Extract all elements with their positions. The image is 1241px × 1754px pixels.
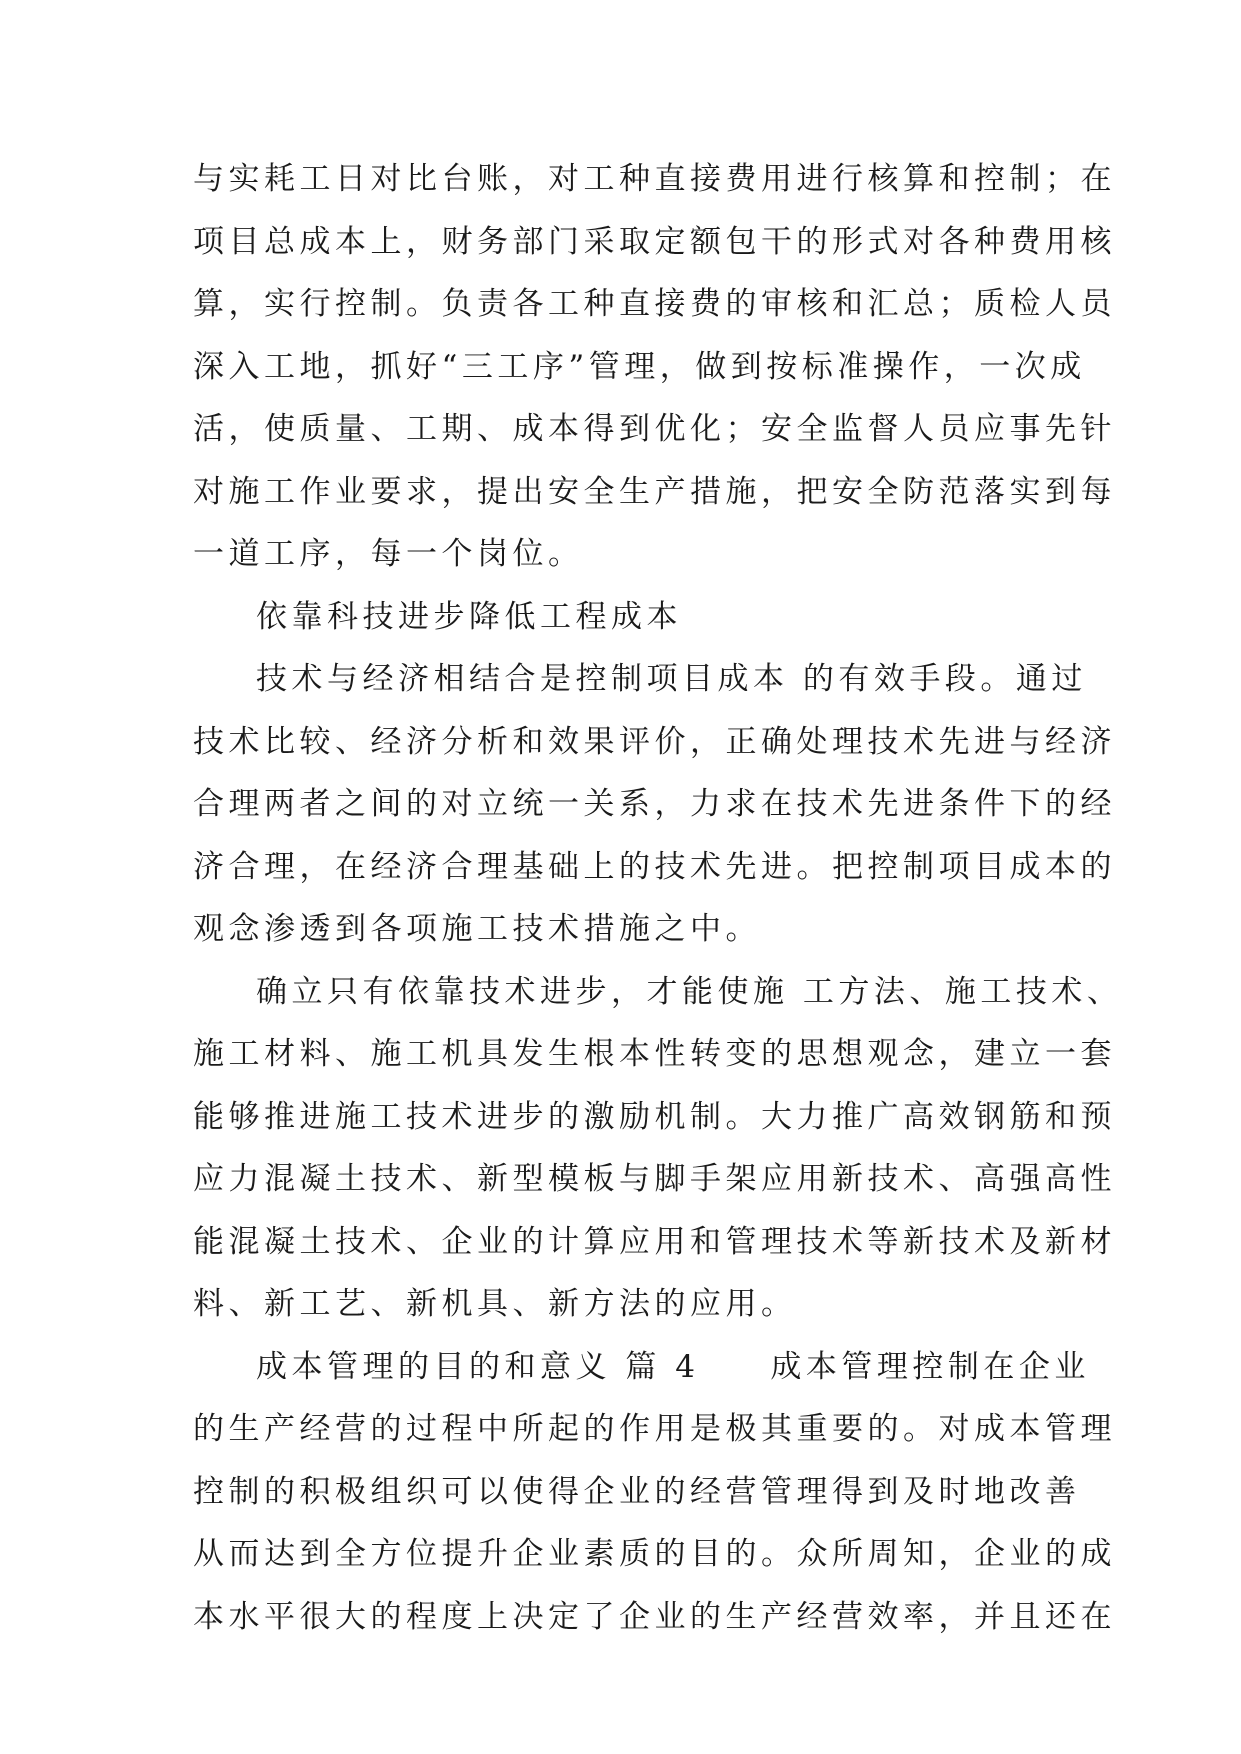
text-line-21: 的生产经营的过程中所起的作用是极其重要的。对成本管理 <box>193 1411 1116 1447</box>
text-line-12: 济合理，在经济合理基础上的技术先进。把控制项目成本的 <box>193 848 1116 885</box>
text-line-23: 从而达到全方位提升企业素质的目的。众所周知，企业的成 <box>193 1536 1116 1572</box>
text-line-15: 施工材料、施工机具发生根本性转变的思想观念，建立一套 <box>193 1036 1116 1072</box>
text-line-7: 一道工序，每一个岗位。 <box>193 536 584 572</box>
text-line-13: 观念渗透到各项施工技术措施之中。 <box>193 911 761 947</box>
text-line-20: 成本管理的目的和意义 篇 4 成本管理控制在企业 <box>256 1348 1090 1385</box>
text-line-5: 活，使质量、工期、成本得到优化；安全监督人员应事先针 <box>193 411 1116 447</box>
text-line-11: 合理两者之间的对立统一关系，力求在技术先进条件下的经 <box>193 786 1116 822</box>
text-line-16: 能够推进施工技术进步的激励机制。大力推广高效钢筋和预 <box>193 1098 1116 1135</box>
text-line-19: 料、新工艺、新机具、新方法的应用。 <box>193 1286 797 1322</box>
text-line-24: 本水平很大的程度上决定了企业的生产经营效率，并且还在 <box>193 1598 1116 1635</box>
text-line-14: 确立只有依靠技术进步，才能使施 工方法、施工技术、 <box>256 973 1123 1010</box>
text-line-22: 控制的积极组织可以使得企业的经营管理得到及时地改善 <box>193 1473 1081 1510</box>
text-line-1: 与实耗工日对比台账，对工种直接费用进行核算和控制；在 <box>193 161 1116 197</box>
document-body <box>193 148 1123 1648</box>
text-line-18: 能混凝土技术、企业的计算应用和管理技术等新技术及新材 <box>193 1223 1116 1260</box>
text-line-6: 对施工作业要求，提出安全生产措施，把安全防范落实到每 <box>193 473 1116 510</box>
text-line-4: 深入工地，抓好“三工序”管理，做到按标准操作，一次成 <box>193 348 1086 385</box>
text-line-17: 应力混凝土技术、新型模板与脚手架应用新技术、高强高性 <box>193 1161 1116 1197</box>
text-line-10: 技术比较、经济分析和效果评价，正确处理技术先进与经济 <box>193 723 1116 760</box>
text-line-3: 算，实行控制。负责各工种直接费的审核和汇总；质检人员 <box>193 286 1116 322</box>
text-line-9: 技术与经济相结合是控制项目成本 的有效手段。通过 <box>256 661 1087 697</box>
section-heading: 依靠科技进步降低工程成本 <box>256 598 682 635</box>
text-line-2: 项目总成本上，财务部门采取定额包干的形式对各种费用核 <box>193 223 1116 260</box>
